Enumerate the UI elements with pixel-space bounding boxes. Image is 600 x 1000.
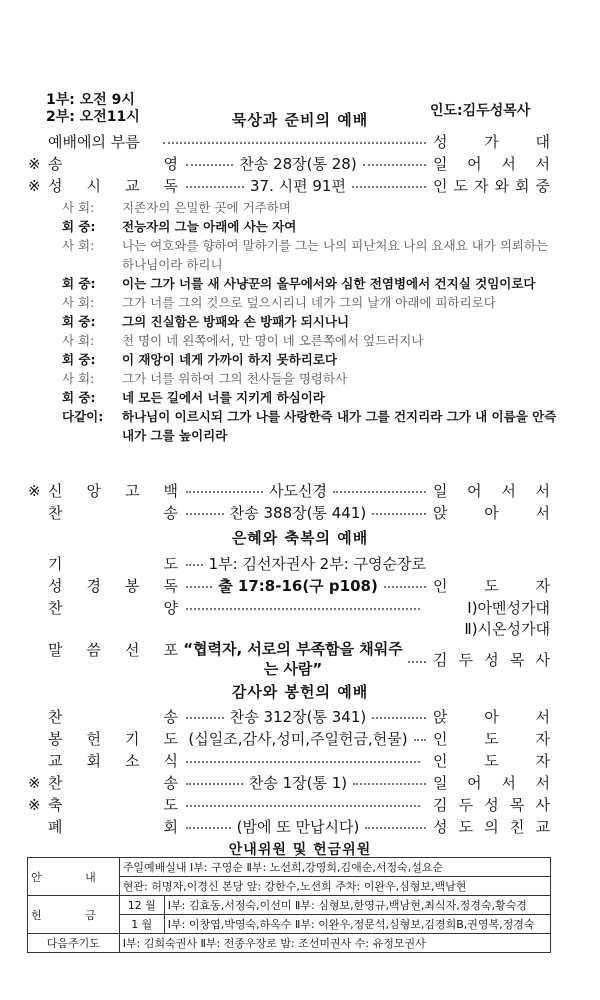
reading-role: 사 회: xyxy=(62,200,95,215)
order-item-person: 성 도 의 친 교 xyxy=(433,818,550,836)
order-item-person: 인 도 자 와 회 중 xyxy=(433,177,550,195)
order-item-detail: 출 17:8-16(구 p108) xyxy=(218,577,378,595)
reading-role: 사 회: xyxy=(62,371,95,386)
required-standing-mark: ※ xyxy=(28,482,41,500)
usher-label: 안 내 xyxy=(28,858,120,896)
offering-label: 헌 금 xyxy=(28,896,120,934)
order-item-detail: (밤에 또 만납시다) xyxy=(236,818,360,836)
order-row-creed xyxy=(28,480,550,502)
order-item-name: 송 영 xyxy=(48,155,178,173)
reading-line xyxy=(62,312,562,331)
order-row-hymn-2 xyxy=(28,706,550,728)
usher-row-1: 주일예배실내 Ⅰ부: 구영순 Ⅱ부: 노선희,강영희,김애순,서정숙,설요순 xyxy=(119,858,550,877)
order-row-choir xyxy=(28,597,550,619)
order-item-detail: (십일조,감사,성미,주일헌금,헌물) xyxy=(188,730,408,748)
section-title-offering: 감사와 봉헌의 예배 xyxy=(231,683,369,701)
reading-text: 그가 너를 위하여 그의 천사들을 명령하사 xyxy=(122,371,348,386)
order-item-name: 폐 회 xyxy=(48,818,178,836)
order-item-detail: 37. 시편 91편 xyxy=(250,177,346,195)
next-prayer-names: Ⅰ부: 김희숙권사 Ⅱ부: 전종우장로 밤: 조선미권사 수: 유정모권사 xyxy=(119,934,550,953)
order-item-person: Ⅱ)시온성가대 xyxy=(464,620,550,638)
service-time-1: 1부: 오전 9시 xyxy=(46,92,135,108)
staff-table-title: 안내위원 및 헌금위원 xyxy=(228,842,372,858)
reading-line xyxy=(62,217,562,236)
reading-text: 하나님이 이르시되 그가 나를 사랑한즉 내가 그를 건지리라 그가 내 이름을 안즉 내가 그를 높이리라 xyxy=(122,409,557,443)
next-prayer-label: 다음주기도 xyxy=(28,934,120,953)
order-item-detail: 찬송 28장(통 28) xyxy=(239,155,357,173)
order-item-name: 성 시 교 독 xyxy=(48,177,178,195)
order-item-person: 일 어 서 서 xyxy=(433,774,550,792)
order-item-detail: 사도신경 xyxy=(269,482,327,500)
order-row-choir-2 xyxy=(28,618,550,640)
order-item-name: 기 도 xyxy=(48,555,178,573)
order-item-person: 인 도 자 xyxy=(433,752,550,770)
order-item-person: 앉 아 서 xyxy=(433,708,550,726)
offering-row-2: Ⅰ부: 이창엽,박영숙,하옥수 Ⅱ부: 이완우,정문석,심형보,김경희B,권영복,정경숙 xyxy=(164,915,550,934)
order-item-person: 일 어 서 서 xyxy=(433,155,550,173)
reading-text: 네 모든 길에서 너를 지키게 하심이라 xyxy=(122,390,325,405)
usher-row-2: 현관: 허명자,이경신 본당 앞: 강한수,노선희 주차: 이완우,심형보,백남현 xyxy=(119,877,550,896)
order-item-name: 예배에의 부름 xyxy=(48,133,140,151)
reading-line xyxy=(62,331,562,350)
order-item-person: 김 두 성 목 사 xyxy=(433,796,550,814)
reading-text: 이 재앙이 네게 가까이 하지 못하리로다 xyxy=(122,352,337,367)
order-row-hymn-1 xyxy=(28,502,550,524)
order-row-announcements xyxy=(28,750,550,772)
order-item-name: 축 도 xyxy=(48,796,178,814)
table-row xyxy=(28,934,551,953)
reading-role: 회 중: xyxy=(62,276,96,291)
reading-line xyxy=(62,274,562,293)
reading-text: 지존자의 은밀한 곳에 거주하며 xyxy=(122,200,291,215)
reading-line xyxy=(62,293,562,312)
order-item-detail: 찬송 388장(통 441) xyxy=(229,504,367,522)
order-item-name: 찬 양 xyxy=(48,599,178,617)
section-title-grace: 은혜와 축복의 예배 xyxy=(231,529,369,547)
order-row-scripture xyxy=(28,575,550,597)
order-item-detail: 찬송 1장(통 1) xyxy=(248,774,348,792)
reading-role: 다같이: xyxy=(62,409,104,424)
reading-role: 회 중: xyxy=(62,390,96,405)
reading-line xyxy=(62,350,562,369)
order-row-prayer xyxy=(28,553,550,575)
worship-leader: 인도:김두성목사 xyxy=(430,103,531,119)
reading-line xyxy=(62,236,562,274)
offering-month-1: 12 월 xyxy=(119,896,164,915)
sermon-label: 말 씀 선 포 xyxy=(48,641,178,659)
reading-line xyxy=(62,198,562,217)
table-row xyxy=(28,896,551,915)
offering-row-1: Ⅰ부: 김효동,서정숙,이선미 Ⅱ부: 심형보,한영규,백남현,최식자,정경숙,황숙경 xyxy=(164,896,550,915)
order-item-person: 인 도 자 xyxy=(433,730,550,748)
reading-role: 회 중: xyxy=(62,314,96,329)
reading-text: 전능자의 그늘 아래에 사는 자여 xyxy=(122,219,297,234)
required-standing-mark: ※ xyxy=(28,774,41,792)
sermon-title: “협력자, 서로의 부족함을 채워주는 사람” xyxy=(183,640,403,678)
section-title-preparation: 묵상과 준비의 예배 xyxy=(231,111,369,129)
order-item-name: 봉 헌 기 도 xyxy=(48,730,178,748)
order-row-responsive-reading xyxy=(28,175,550,197)
order-item-person: 인 도 자 xyxy=(433,577,550,595)
reading-role: 회 중: xyxy=(62,352,96,367)
table-row xyxy=(28,858,551,877)
order-row-sermon xyxy=(28,639,550,681)
reading-text: 천 명이 네 왼쪽에서, 만 명이 네 오른쪽에서 엎드러지나 xyxy=(122,333,424,348)
reading-line xyxy=(62,369,562,388)
reading-line xyxy=(62,388,562,407)
order-item-name: 교 회 소 식 xyxy=(48,752,178,770)
order-item-person: 성 가 대 xyxy=(433,133,550,151)
sermon-preacher: 김 두 성 목 사 xyxy=(433,651,550,669)
required-standing-mark: ※ xyxy=(28,796,41,814)
reading-text: 나는 여호와를 향하여 말하기를 그는 나의 피난처요 나의 요새요 내가 의뢰하는 하나님이라 하리니 xyxy=(122,238,549,272)
order-row-offering-prayer xyxy=(28,728,550,750)
reading-line xyxy=(62,407,562,445)
required-standing-mark: ※ xyxy=(28,155,41,173)
order-row-benediction xyxy=(28,794,550,816)
reading-text: 그가 너를 그의 깃으로 덮으시리니 네가 그의 날개 아래에 피하리로다 xyxy=(122,295,496,310)
order-item-person: Ⅰ)아멘성가대 xyxy=(467,599,550,617)
order-row-call-to-worship xyxy=(28,131,550,153)
order-item-name: 신 앙 고 백 xyxy=(48,482,178,500)
reading-role: 사 회: xyxy=(62,238,95,253)
reading-text: 이는 그가 너를 새 사냥꾼의 올무에서와 심한 전염병에서 건지실 것임이로다 xyxy=(122,276,536,291)
order-item-name: 성 경 봉 독 xyxy=(48,577,178,595)
order-item-detail: 1부: 김선자권사 2부: 구영순장로 xyxy=(208,555,426,573)
order-item-name: 찬 송 xyxy=(48,708,178,726)
reading-role: 사 회: xyxy=(62,295,95,310)
reading-role: 사 회: xyxy=(62,333,95,348)
order-item-person: 일 어 서 서 xyxy=(433,482,550,500)
offering-month-2: 1 월 xyxy=(119,915,164,934)
required-standing-mark: ※ xyxy=(28,177,41,195)
order-row-doxology xyxy=(28,153,550,175)
order-item-name: 찬 송 xyxy=(48,504,178,522)
order-row-hymn-3 xyxy=(28,772,550,794)
service-time-2: 2부: 오전11시 xyxy=(46,109,140,125)
order-item-person: 앉 아 서 xyxy=(433,504,550,522)
reading-text: 그의 진실함은 방패와 손 방패가 되시나니 xyxy=(122,314,350,329)
order-item-name: 찬 송 xyxy=(48,774,178,792)
order-row-closing xyxy=(28,816,550,838)
staff-table xyxy=(27,857,551,953)
responsive-reading xyxy=(62,198,562,445)
reading-role: 회 중: xyxy=(62,219,96,234)
order-item-detail: 찬송 312장(통 341) xyxy=(229,708,367,726)
